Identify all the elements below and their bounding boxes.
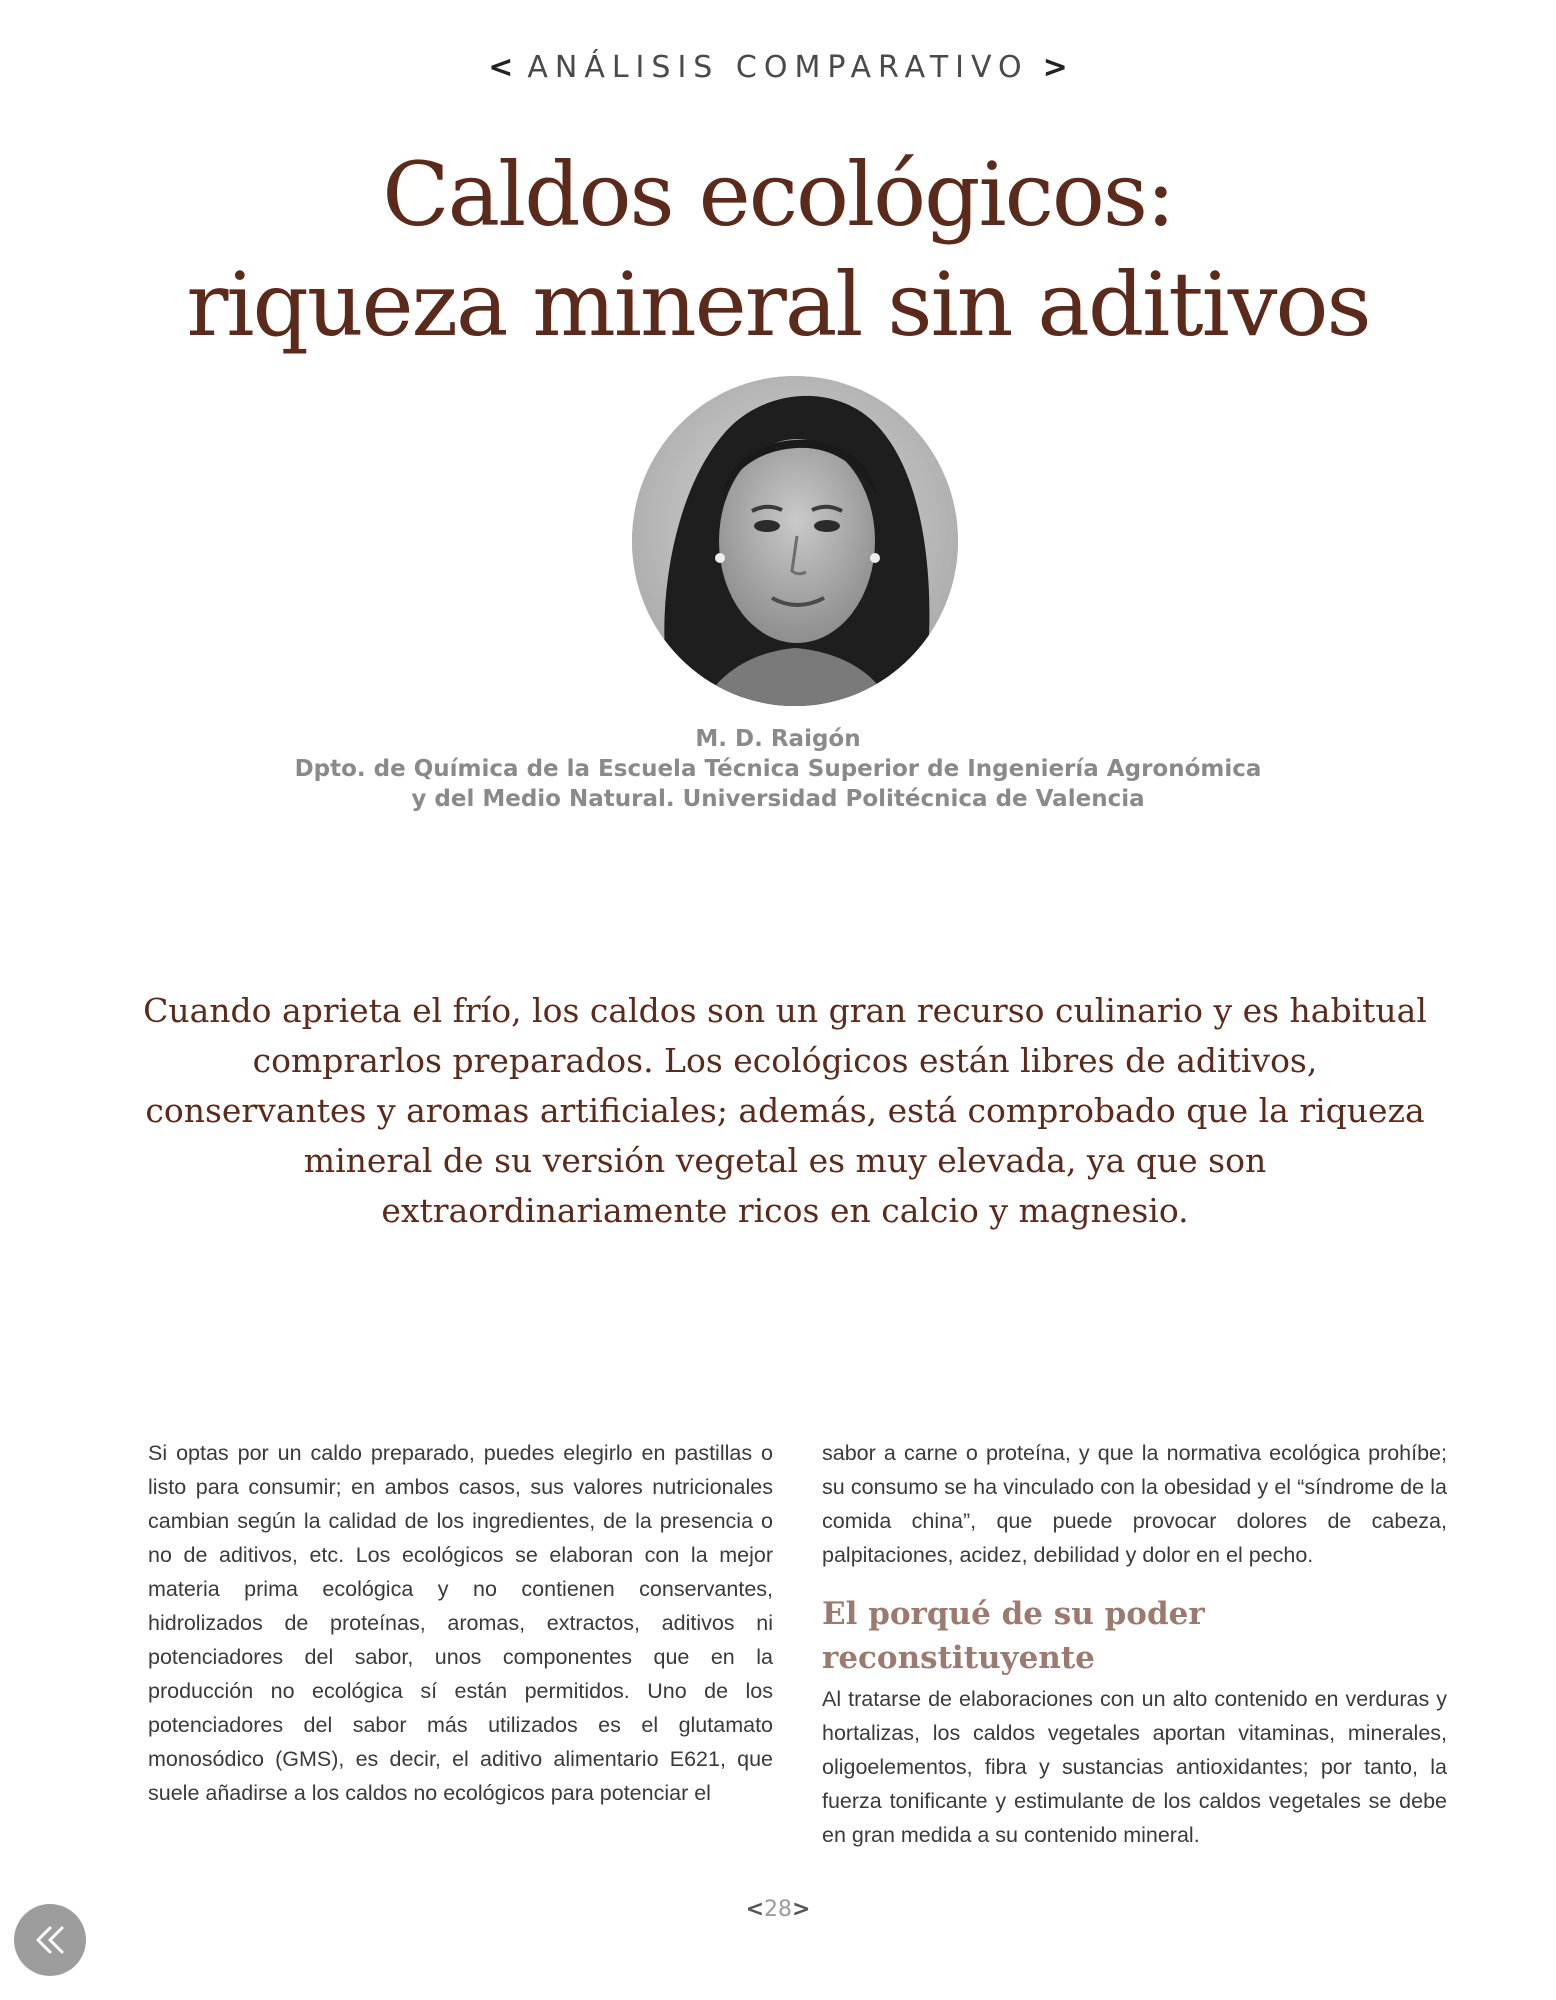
chevron-left-icon: < bbox=[745, 1897, 764, 1922]
body-paragraph: sabor a carne o proteína, y que la normativa ecológica prohíbe; su consumo se ha vinculado con la obesidad y el “síndrome de la comida china”, que puede provocar dolores de cabeza, palpitaciones, acidez, debilidad y dolor en el pecho. bbox=[822, 1441, 1447, 1567]
author-name: M. D. Raigón bbox=[695, 726, 861, 752]
section-label-text: ANÁLISIS COMPARATIVO bbox=[527, 50, 1029, 85]
section-label bbox=[0, 50, 1556, 85]
author-block bbox=[0, 724, 1556, 814]
title-line-1: Caldos ecológicos: bbox=[382, 143, 1174, 246]
back-button[interactable] bbox=[14, 1904, 86, 1976]
page-number bbox=[0, 1897, 1556, 1922]
body-paragraph: Si optas por un caldo preparado, puedes elegirlo en pastillas o listo para consumir; en ambos casos, sus valores nutricionales cambian según la calidad de los ingredientes, de la presencia o no de aditivos, etc. Los ecológicos se elaboran con la mejor materia prima ecológica y no contienen conservantes, hidrolizados de proteínas, aromas, extractos, aditivos ni potenciadores del sabor, unos componentes que en la producción no ecológica sí están permitidos. Uno de los potenciadores del sabor más utilizados es el glutamato monosódico (GMS), es decir, el aditivo alimentario E621, que suele añadirse a los caldos no ecológicos para potenciar el bbox=[148, 1441, 773, 1805]
portrait-illustration bbox=[632, 376, 958, 706]
body-paragraph: Al tratarse de elaboraciones con un alto contenido en verduras y hortalizas, los caldos vegetales aportan vitaminas, minerales, oligoelementos, fibra y sustancias antioxidantes; por tanto, la fuerza tonificante y estimulante de los caldos vegetales se debe en gran medida a su contenido mineral. bbox=[822, 1687, 1447, 1847]
chevron-right-icon: > bbox=[1042, 50, 1068, 85]
page-number-text: 28 bbox=[764, 1897, 792, 1922]
lead-paragraph: Cuando aprieta el frío, los caldos son un gran recurso culinario y es habitual comprarlos preparados. Los ecológicos están libres de aditivos, conservantes y aromas artificiales; además, está comprobado que la riqueza mineral de su versión vegetal es muy elevada, ya que son extraordinariamente ricos en calcio y magnesio. bbox=[143, 991, 1427, 1230]
double-chevron-left-icon bbox=[30, 1920, 70, 1960]
body-column-right bbox=[822, 1436, 1447, 1852]
author-affiliation-line-1: Dpto. de Química de la Escuela Técnica Superior de Ingeniería Agronómica bbox=[294, 756, 1262, 782]
body-column-left bbox=[148, 1436, 773, 1810]
author-affiliation-line-2: y del Medio Natural. Universidad Politécnica de Valencia bbox=[411, 786, 1145, 812]
title-line-2: riqueza mineral sin aditivos bbox=[186, 253, 1370, 356]
author-portrait bbox=[632, 376, 958, 706]
section-subheading: El porqué de su poder reconstituyente bbox=[822, 1596, 1205, 1676]
chevron-right-icon: > bbox=[792, 1897, 811, 1922]
article-title bbox=[0, 140, 1556, 360]
chevron-left-icon: < bbox=[488, 50, 514, 85]
